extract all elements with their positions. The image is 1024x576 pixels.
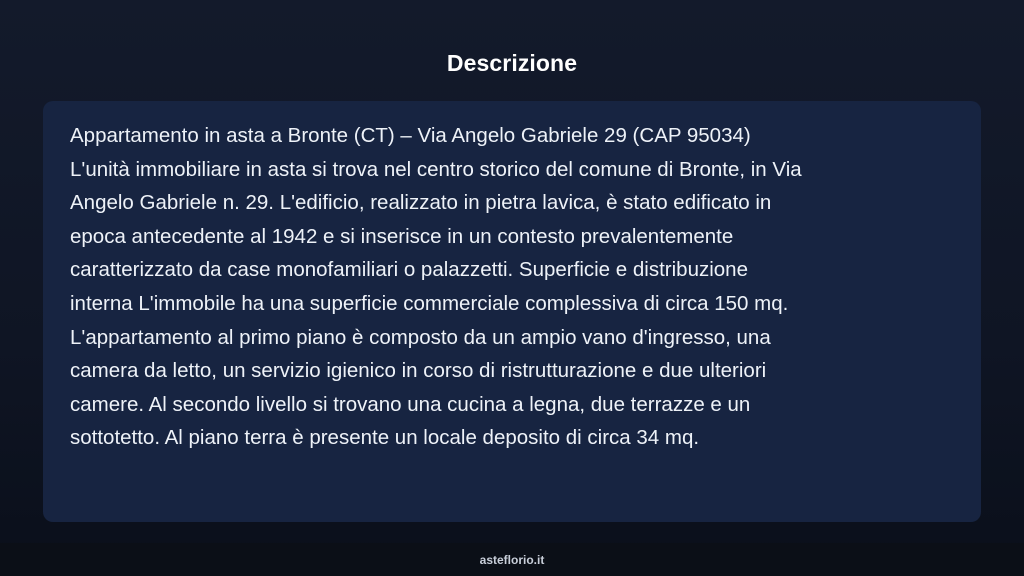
description-line: interna L'immobile ha una superficie commerciale complessiva di circa 150 mq.: [70, 291, 789, 315]
description-card: [43, 101, 981, 522]
description-line: Appartamento in asta a Bronte (CT) – Via Angelo Gabriele 29 (CAP 95034): [70, 124, 751, 147]
description-line: L'appartamento al primo piano è composto da un ampio vano d'ingresso, una: [70, 325, 771, 349]
page-title: Descrizione: [446, 50, 578, 76]
description-line: camera da letto, un servizio igienico in corso di ristrutturazione e due ulteriori: [70, 359, 767, 383]
footer-bar: [0, 543, 1024, 576]
description-line: camere. Al secondo livello si trovano una cucina a legna, due terrazze e un: [70, 392, 751, 416]
description-line: epoca antecedente al 1942 e si inserisce in un contesto prevalentemente: [70, 224, 734, 248]
description-text: [70, 119, 953, 455]
description-line: sottotetto. Al piano terra è presente un locale deposito di circa 34 mq.: [70, 426, 700, 450]
description-line: caratterizzato da case monofamiliari o palazzetti. Superficie e distribuzione: [70, 258, 748, 282]
description-line: Angelo Gabriele n. 29. L'edificio, realizzato in pietra lavica, è stato edificato in: [70, 191, 772, 215]
footer-site-label: asteflorio.it: [479, 553, 545, 567]
description-line: L'unità immobiliare in asta si trova nel centro storico del comune di Bronte, in Via: [70, 157, 802, 181]
